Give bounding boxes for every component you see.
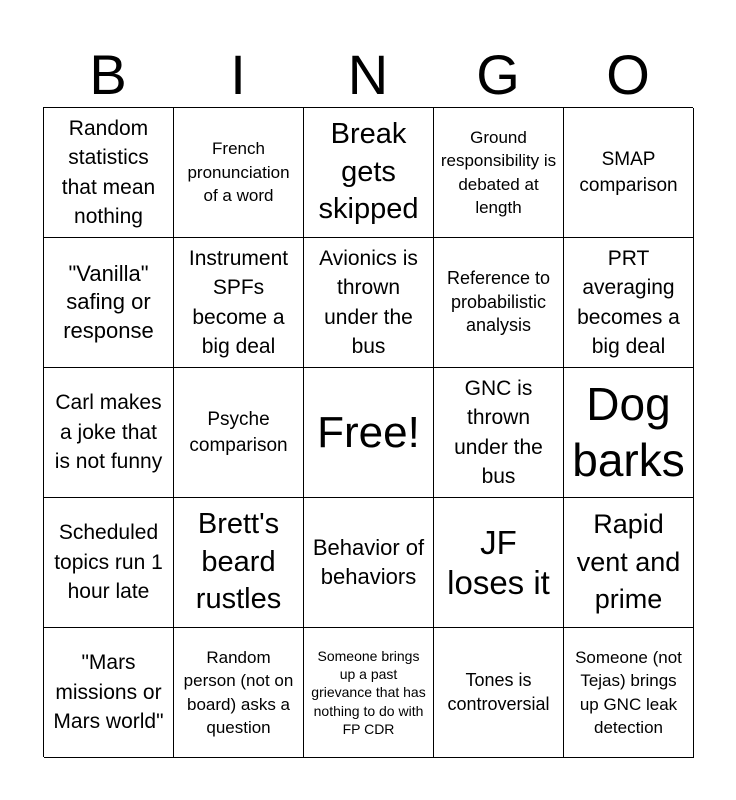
bingo-cell[interactable]: SMAP comparison bbox=[564, 108, 694, 238]
bingo-cell[interactable]: Carl makes a joke that is not funny bbox=[44, 368, 174, 498]
bingo-cell[interactable]: "Vanilla" safing or response bbox=[44, 238, 174, 368]
bingo-cell[interactable]: Ground responsibility is debated at length bbox=[434, 108, 564, 238]
bingo-cell[interactable]: Behavior of behaviors bbox=[304, 498, 434, 628]
bingo-cell[interactable]: Someone (not Tejas) brings up GNC leak detection bbox=[564, 628, 694, 758]
bingo-cell[interactable]: Random statistics that mean nothing bbox=[44, 108, 174, 238]
bingo-cell[interactable]: "Mars missions or Mars world" bbox=[44, 628, 174, 758]
bingo-header bbox=[43, 44, 693, 106]
bingo-cell[interactable]: Dog barks bbox=[564, 368, 694, 498]
bingo-cell[interactable]: Psyche comparison bbox=[174, 368, 304, 498]
header-letter-g: G bbox=[476, 43, 520, 106]
bingo-cell[interactable]: French pronunciation of a word bbox=[174, 108, 304, 238]
bingo-free-space[interactable]: Free! bbox=[304, 368, 434, 498]
header-letter-i: I bbox=[230, 43, 246, 106]
header-letter-o: O bbox=[606, 43, 650, 106]
bingo-cell[interactable]: PRT averaging becomes a big deal bbox=[564, 238, 694, 368]
bingo-cell[interactable]: GNC is thrown under the bus bbox=[434, 368, 564, 498]
bingo-cell[interactable]: Rapid vent and prime bbox=[564, 498, 694, 628]
header-letter-b: B bbox=[89, 43, 127, 106]
bingo-cell[interactable]: Reference to probabilistic analysis bbox=[434, 238, 564, 368]
bingo-cell[interactable]: Avionics is thrown under the bus bbox=[304, 238, 434, 368]
bingo-board bbox=[43, 107, 693, 757]
bingo-cell[interactable]: Instrument SPFs become a big deal bbox=[174, 238, 304, 368]
bingo-cell[interactable]: Random person (not on board) asks a question bbox=[174, 628, 304, 758]
bingo-cell[interactable]: Scheduled topics run 1 hour late bbox=[44, 498, 174, 628]
bingo-cell[interactable]: Someone brings up a past grievance that has nothing to do with FP CDR bbox=[304, 628, 434, 758]
header-letter-n: N bbox=[347, 43, 389, 106]
bingo-cell[interactable]: Break gets skipped bbox=[304, 108, 434, 238]
bingo-cell[interactable]: JF loses it bbox=[434, 498, 564, 628]
bingo-cell[interactable]: Brett's beard rustles bbox=[174, 498, 304, 628]
bingo-cell[interactable]: Tones is controversial bbox=[434, 628, 564, 758]
